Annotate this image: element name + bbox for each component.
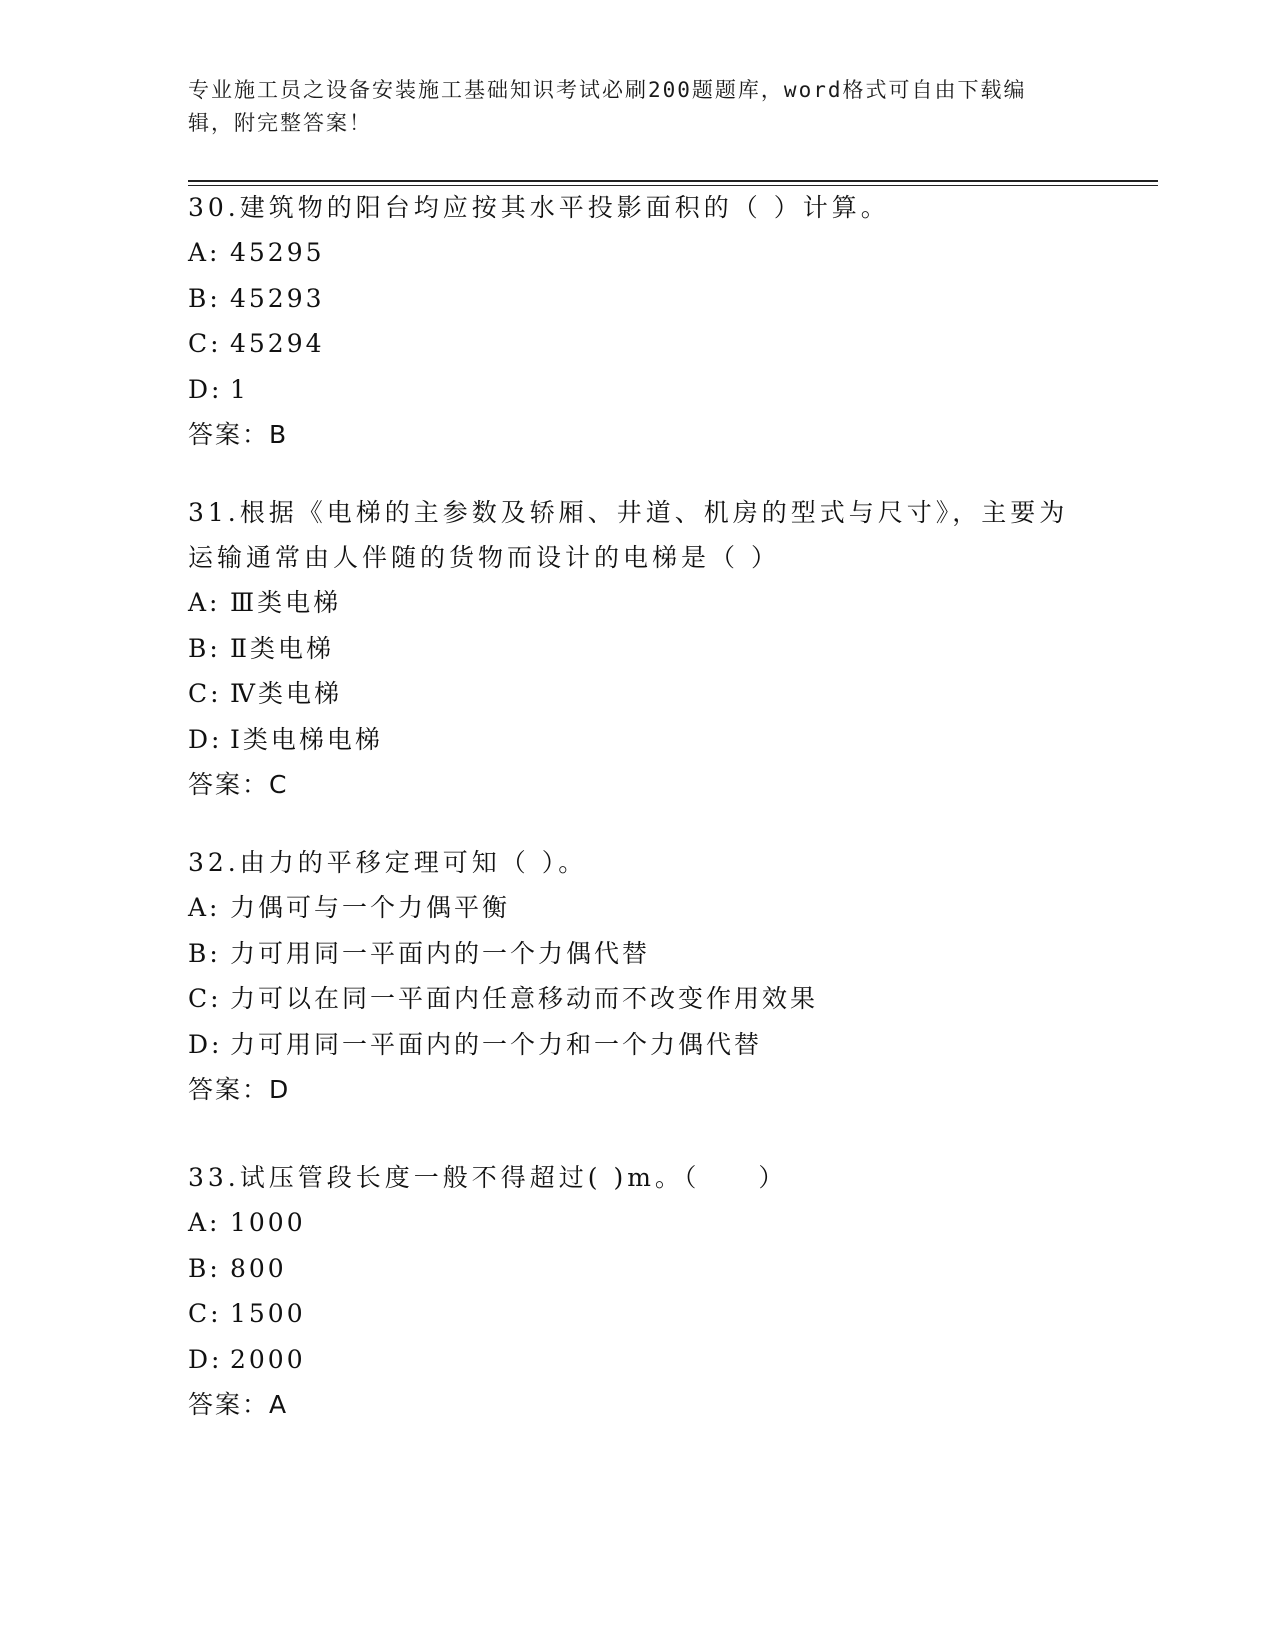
question-title: 32.由力的平移定理可知（ ）。 — [188, 848, 588, 877]
option-c — [188, 671, 1088, 717]
document-header: 专业施工员之设备安装施工基础知识考试必刷200题题库，word格式可自由下载编辑，附完整答案！ — [188, 78, 1027, 135]
answer-label: 答案：D — [188, 1075, 291, 1104]
option-letter: B: — [188, 1253, 221, 1283]
question-title: 33.试压管段长度一般不得超过( )m。（ ） — [188, 1163, 788, 1192]
option-letter: B: — [188, 633, 221, 663]
option-text: Ⅱ类电梯 — [230, 633, 334, 663]
option-letter: D: — [188, 1029, 223, 1059]
option-b — [188, 626, 1088, 672]
option-text: 1 — [230, 374, 249, 404]
option-a — [188, 1200, 1088, 1246]
option-c — [188, 1291, 1088, 1337]
option-text: 45294 — [230, 329, 325, 358]
question-32 — [188, 840, 1088, 1113]
option-d — [188, 367, 1088, 413]
option-b — [188, 1246, 1088, 1292]
option-text: 力偶可与一个力偶平衡 — [230, 893, 511, 922]
question-30 — [188, 185, 1088, 458]
option-text: 1500 — [230, 1299, 306, 1328]
option-d — [188, 1337, 1088, 1383]
question-title: 30.建筑物的阳台均应按其水平投影面积的（ ）计算。 — [188, 193, 890, 222]
option-c — [188, 321, 1088, 367]
option-letter: C: — [188, 329, 222, 358]
option-d — [188, 717, 1088, 763]
option-letter: C: — [188, 1299, 222, 1328]
option-letter: D: — [188, 374, 223, 404]
option-a — [188, 230, 1088, 276]
option-letter: C: — [188, 984, 222, 1013]
header-divider-thick — [188, 180, 1158, 182]
option-c — [188, 976, 1088, 1022]
option-text: 力可用同一平面内的一个力偶代替 — [230, 938, 651, 968]
question-31 — [188, 490, 1088, 808]
option-text: Ⅳ类电梯 — [230, 679, 342, 708]
option-a — [188, 580, 1088, 626]
option-a — [188, 885, 1088, 931]
option-d — [188, 1022, 1088, 1068]
option-text: 2000 — [230, 1344, 306, 1374]
answer-label: 答案：B — [188, 420, 289, 449]
option-letter: D: — [188, 724, 223, 754]
option-text: Ⅲ类电梯 — [230, 588, 342, 617]
option-letter: B: — [188, 283, 221, 313]
option-letter: D: — [188, 1344, 223, 1374]
option-letter: A: — [188, 238, 221, 267]
question-title: 31.根据《电梯的主参数及轿厢、井道、机房的型式与尺寸》，主要为运输通常由人伴随的货物而设计的电梯是（ ） — [188, 498, 1069, 572]
answer-label: 答案：C — [188, 770, 289, 799]
option-letter: A: — [188, 1208, 221, 1237]
answer-label: 答案：A — [188, 1390, 289, 1419]
option-text: 45295 — [230, 238, 325, 267]
option-letter: A: — [188, 893, 221, 922]
option-letter: B: — [188, 938, 221, 968]
option-text: 力可用同一平面内的一个力和一个力偶代替 — [230, 1029, 763, 1059]
option-text: 45293 — [230, 283, 325, 313]
option-b — [188, 276, 1088, 322]
option-text: 力可以在同一平面内任意移动而不改变作用效果 — [230, 984, 819, 1013]
question-33 — [188, 1155, 1088, 1428]
option-b — [188, 931, 1088, 977]
option-letter: C: — [188, 679, 222, 708]
option-letter: A: — [188, 588, 221, 617]
option-text: Ⅰ类电梯电梯 — [230, 724, 383, 754]
option-text: 800 — [230, 1253, 287, 1283]
option-text: 1000 — [230, 1208, 306, 1237]
